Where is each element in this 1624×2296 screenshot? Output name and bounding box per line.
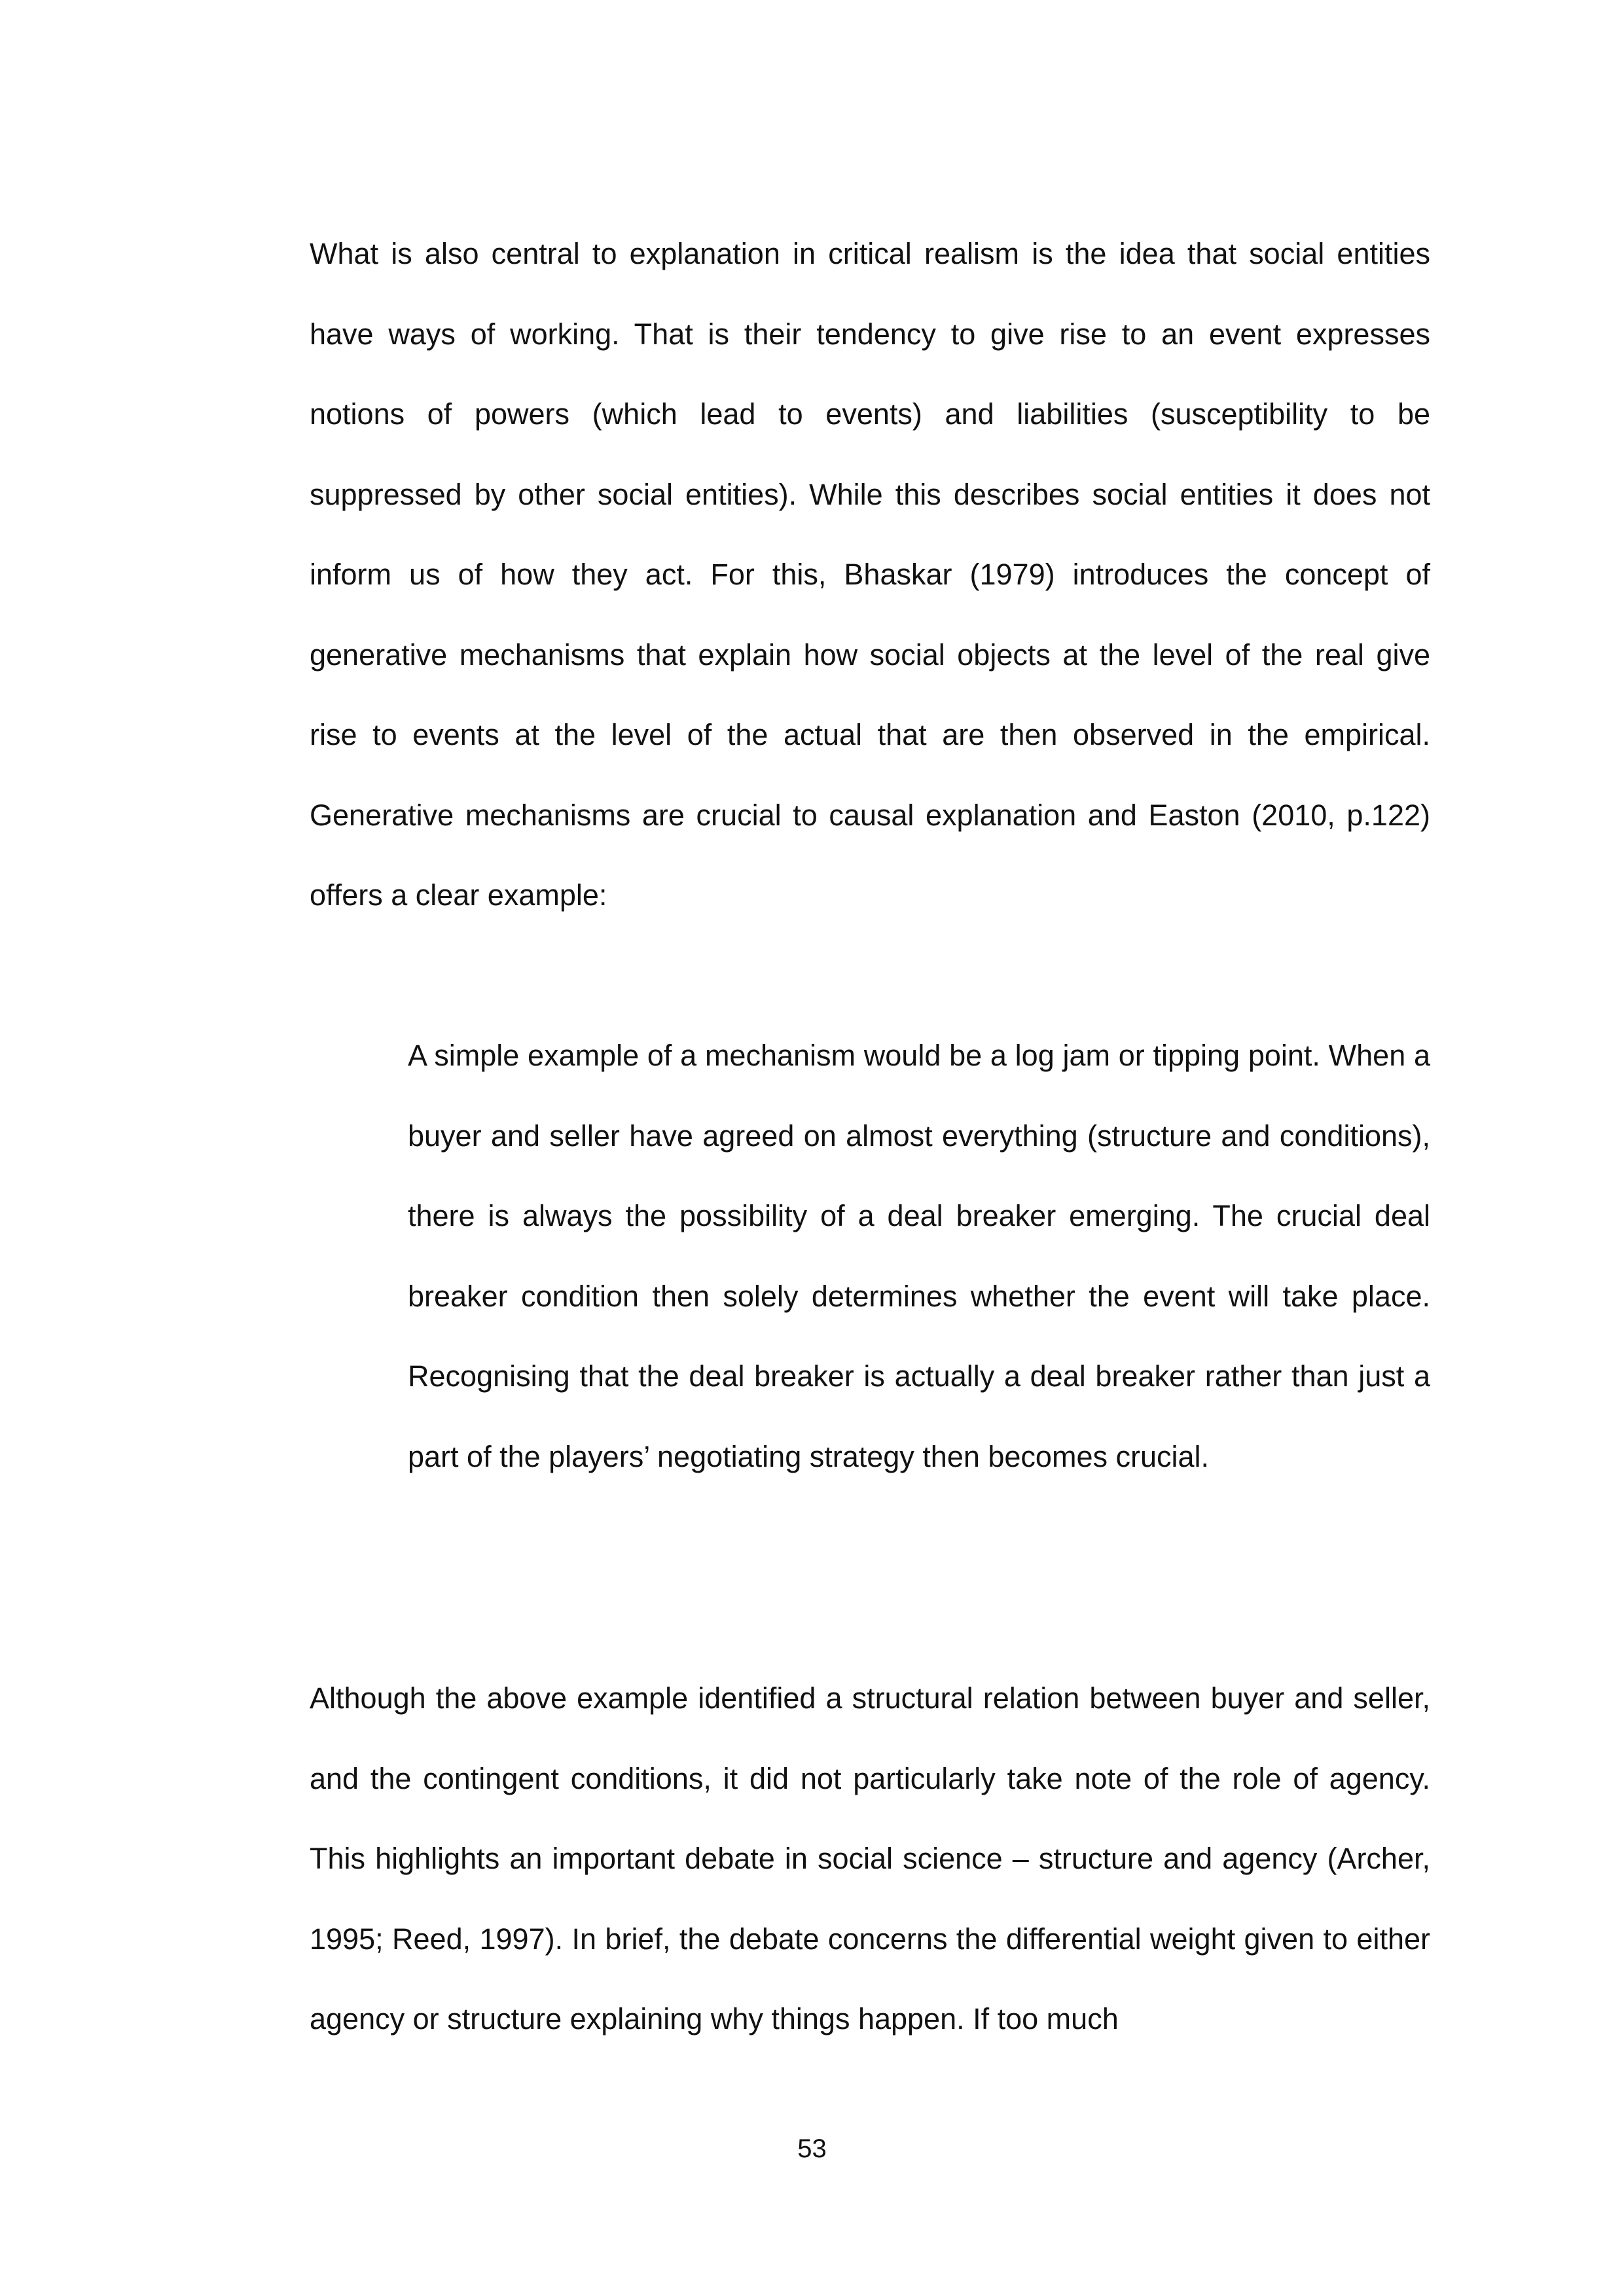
body-paragraph-structure-agency: Although the above example identified a structural relation between buyer and seller, and the contingent conditions, it did not particularly take note of the role of agency. This highlights an important debate in social science – structure and agency (Archer, 1995; Reed, 1997). In brief, the debate concerns the differential weight given to either agency or structure explaining why things happen. If too much	[310, 1681, 1430, 2036]
page-number: 53	[797, 2134, 827, 2163]
body-paragraph-critical-realism: What is also central to explanation in critical realism is the idea that social entities have ways of working. That is their tendency to give rise to an event expresses notions of powers (which lead to events) and liabilities (susceptibility to be suppressed by other social entities). While this describes social entities it does not inform us of how they act. For this, Bhaskar (1979) introduces the concept of generative mechanisms that explain how social objects at the level of the real give rise to events at the level of the actual that are then observed in the empirical. Generative mechanisms are crucial to causal explanation and Easton (2010, p.122) offers a clear example:	[310, 237, 1430, 912]
block-quote-easton: A simple example of a mechanism would be a log jam or tipping point. When a buyer and seller have agreed on almost everything (structure and conditions), there is always the possibility of a deal breaker emerging. The crucial deal breaker condition then solely determines whether the event will take place. Recognising that the deal breaker is actually a deal breaker rather than just a part of the players’ negotiating strategy then becomes crucial.	[408, 1039, 1430, 1473]
